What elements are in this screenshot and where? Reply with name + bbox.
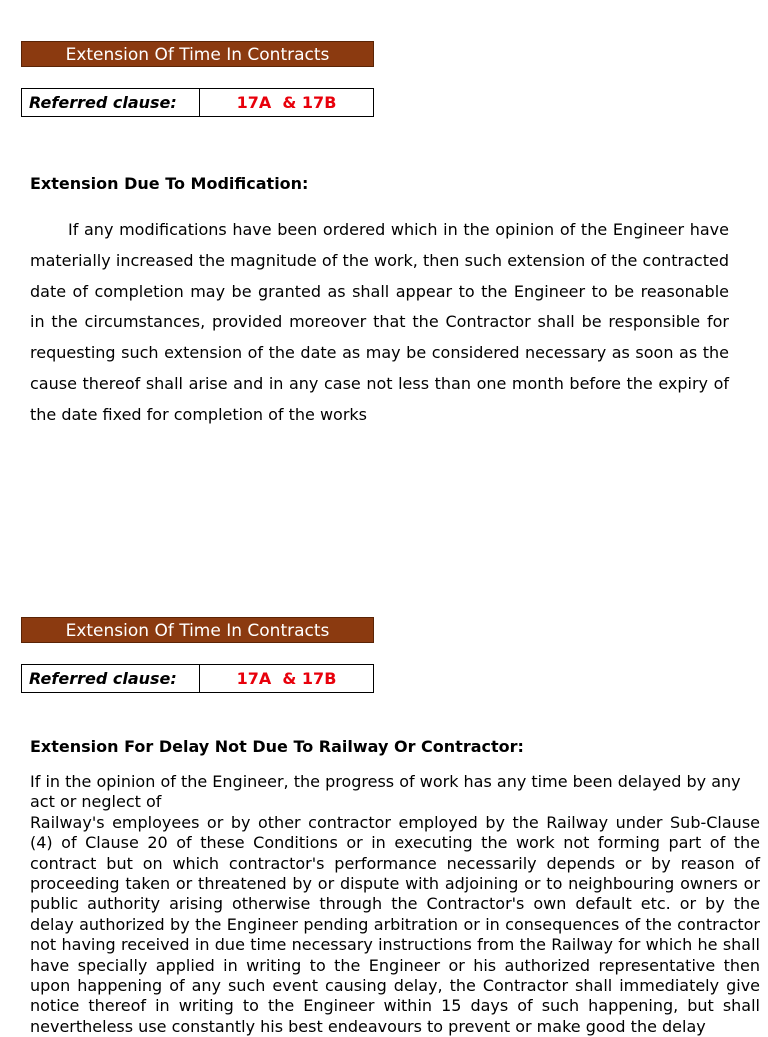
section1-heading: Extension Due To Modification: xyxy=(30,174,309,193)
referred-clause-label: Referred clause: xyxy=(22,665,200,692)
section2-referred-clause-box xyxy=(21,664,374,693)
referred-clause-value: 17A & 17B xyxy=(236,93,337,112)
section2-paragraph-line1: If in the opinion of the Engineer, the progress of work has any time been delayed by any act or neglect of xyxy=(30,772,741,812)
section1-referred-clause-box xyxy=(21,88,374,117)
referred-clause-label: Referred clause: xyxy=(22,89,200,116)
section1-paragraph: If any modifications have been ordered which in the opinion of the Engineer have materially increased the magnitude of the work, then such extension of the contracted date of completion may be granted as shall appear to the Engineer to be reasonable in the circumstances, provided moreover that the Contractor shall be responsible for requesting such extension of the date as may be considered necessary as soon as the cause thereof shall arise and in any case not less than one month before the expiry of the date fixed for completion of the works xyxy=(30,220,729,424)
section1-banner: Extension Of Time In Contracts xyxy=(21,41,374,67)
section2-paragraph xyxy=(30,772,760,1037)
referred-clause-value: 17A & 17B xyxy=(236,669,337,688)
section2-banner: Extension Of Time In Contracts xyxy=(21,617,374,643)
section2-paragraph-body: Railway's employees or by other contractor employed by the Railway under Sub-Clause (4) of Clause 20 of these Conditions or in executing the work not forming part of the contract but on which contractor's performance necessarily depends or by reason of proceeding taken or threatened by or dispute with adjoining or to neighbouring owners or public authority arising otherwise through the Contractor's own default etc. or by the delay authorized by the Engineer pending arbitration or in consequences of the contractor not having received in due time necessary instructions from the Railway for which he shall have specially applied in writing to the Engineer or his authorized representative then upon happening of any such event causing delay, the Contractor shall immediately give notice thereof in writing to the Engineer within 15 days of such happening, but shall nevertheless use constantly his best endeavours to prevent or make good the delay xyxy=(30,812,760,1036)
section2-heading: Extension For Delay Not Due To Railway Or Contractor: xyxy=(30,737,524,756)
